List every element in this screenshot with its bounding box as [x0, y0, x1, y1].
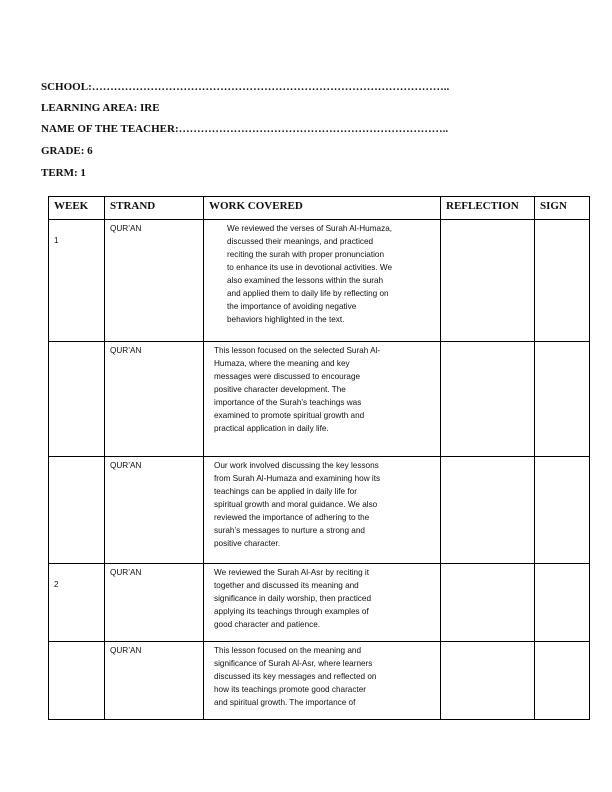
records-of-work-table: [48, 196, 590, 720]
work-covered-cell: Our work involved discussing the key lessons from Surah Al-Humaza and examining how its teachings can be applied in daily life for spiritual growth and moral guidance. We also reviewed the importance of adhering to the surah’s messages to nurture a strong and positive character.: [204, 457, 441, 564]
strand-cell: QUR’AN: [105, 564, 204, 642]
week-cell: 1: [49, 220, 105, 342]
column-header-work-covered: WORK COVERED: [204, 197, 441, 220]
table-header-row: [49, 197, 590, 220]
reflection-cell[interactable]: [441, 642, 535, 720]
work-covered-cell: We reviewed the verses of Surah Al-Humaza, discussed their meanings, and practiced reciting the surah with proper pronunciation to enhance its use in devotional activities. We also examined the lessons within the surah and applied them to daily life by reflecting on the importance of avoiding negative behaviors highlighted in the text.: [204, 220, 441, 342]
column-header-reflection: REFLECTION: [441, 197, 535, 220]
reflection-cell[interactable]: [441, 564, 535, 642]
sign-cell[interactable]: [535, 457, 590, 564]
column-header-sign: SIGN: [535, 197, 590, 220]
week-cell: [49, 457, 105, 564]
work-covered-cell: This lesson focused on the selected Surah Al- Humaza, where the meaning and key messages were discussed to encourage positive character development. The importance of the Surah’s teachings was examined to promote spiritual growth and practical application in daily life.: [204, 342, 441, 457]
column-header-week: WEEK: [49, 197, 105, 220]
table-row: [49, 564, 590, 642]
table-row: [49, 342, 590, 457]
term: TERM: 1: [41, 167, 86, 179]
table-row: [49, 220, 590, 342]
strand-cell: QUR’AN: [105, 642, 204, 720]
work-covered-cell: We reviewed the Surah Al-Asr by reciting it together and discussed its meaning and significance in daily worship, then practiced applying its teachings through examples of good character and patience.: [204, 564, 441, 642]
sign-cell[interactable]: [535, 342, 590, 457]
week-cell: [49, 642, 105, 720]
reflection-cell[interactable]: [441, 220, 535, 342]
strand-cell: QUR’AN: [105, 220, 204, 342]
week-cell: [49, 342, 105, 457]
strand-cell: QUR’AN: [105, 342, 204, 457]
work-covered-cell: This lesson focused on the meaning and significance of Surah Al-Asr, where learners discussed its key messages and reflected on how its teachings promote good character and spiritual growth. The importance of: [204, 642, 441, 720]
sign-cell[interactable]: [535, 642, 590, 720]
sign-cell[interactable]: [535, 220, 590, 342]
school-field: SCHOOL:……………………………………………………………………………………..: [41, 81, 450, 93]
learning-area: LEARNING AREA: IRE: [41, 102, 160, 114]
week-cell: 2: [49, 564, 105, 642]
strand-cell: QUR’AN: [105, 457, 204, 564]
column-header-strand: STRAND: [105, 197, 204, 220]
reflection-cell[interactable]: [441, 342, 535, 457]
sign-cell[interactable]: [535, 564, 590, 642]
table-row: [49, 642, 590, 720]
teacher-name-field: NAME OF THE TEACHER:………………………………………………………………..: [41, 123, 449, 135]
grade: GRADE: 6: [41, 145, 93, 157]
reflection-cell[interactable]: [441, 457, 535, 564]
table-row: [49, 457, 590, 564]
